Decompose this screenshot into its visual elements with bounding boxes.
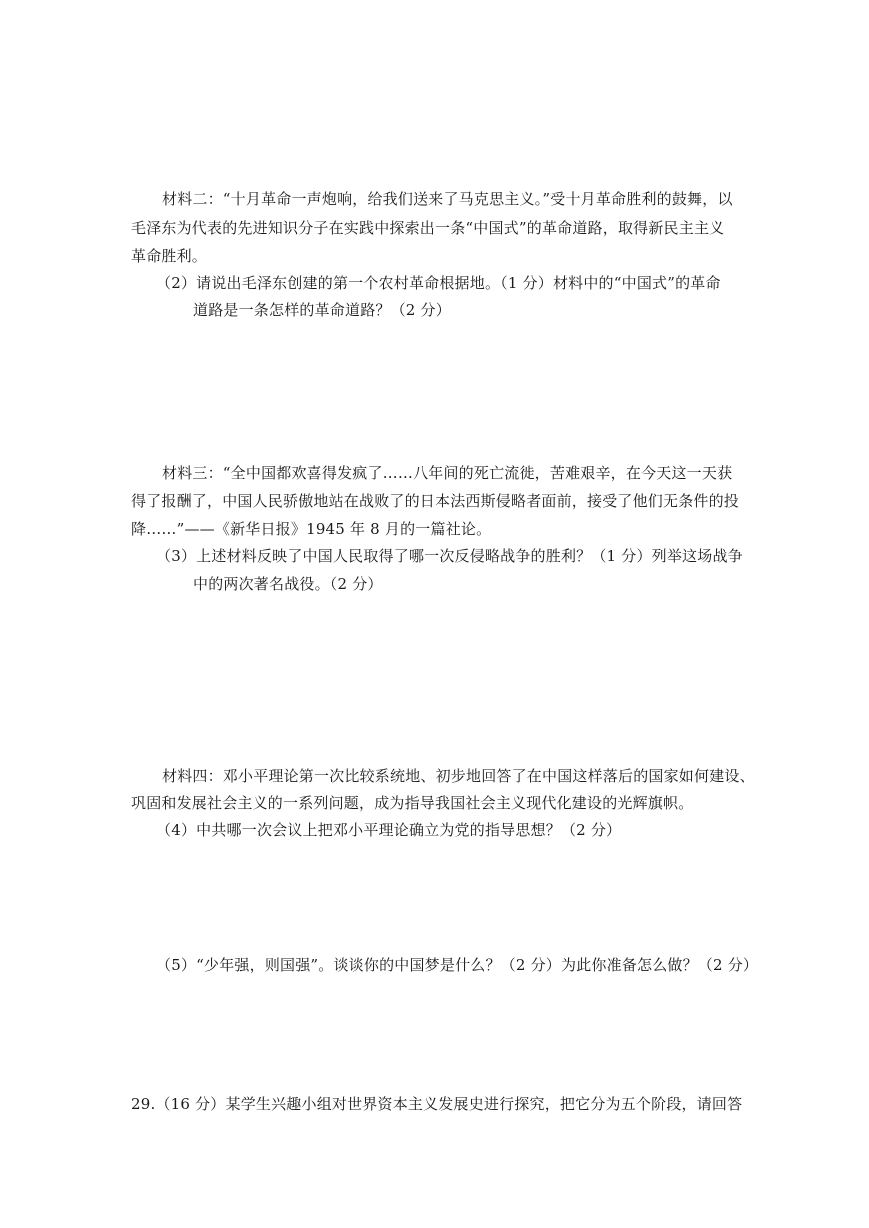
material-3-line-1: 材料三：“全中国都欢喜得发疯了……八年间的死亡流徙，苦难艰辛，在今天这一天获 xyxy=(162,464,733,482)
question-5: （5）“少年强，则国强”。谈谈你的中国梦是什么？（2 分）为此你准备怎么做？（2 分） xyxy=(156,956,759,974)
question-3-line-1: （3）上述材料反映了中国人民取得了哪一次反侵略战争的胜利？（1 分）列举这场战争 xyxy=(156,547,743,565)
question-4: （4）中共哪一次会议上把邓小平理论确立为党的指导思想？（2 分） xyxy=(156,821,622,839)
material-4-line-2: 巩固和发展社会主义的一系列问题，成为指导我国社会主义现代化建设的光辉旗帜。 xyxy=(131,794,694,812)
question-2-line-1: （2）请说出毛泽东创建的第一个农村革命根据地。（1 分）材料中的“中国式”的革命 xyxy=(156,274,721,292)
material-4-line-1: 材料四：邓小平理论第一次比较系统地、初步地回答了在中国这样落后的国家如何建设、 xyxy=(162,767,755,785)
material-3-line-3: 降……”——《新华日报》1945 年 8 月的一篇社论。 xyxy=(131,520,492,538)
material-2-line-2: 毛泽东为代表的先进知识分子在实践中探索出一条“中国式”的革命道路，取得新民主主义 xyxy=(131,219,725,237)
material-2-line-3: 革命胜利。 xyxy=(131,247,208,265)
material-3-line-2: 得了报酬了，中国人民骄傲地站在战败了的日本法西斯侵略者面前，接受了他们无条件的投 xyxy=(131,492,740,510)
question-29: 29.（16 分）某学生兴趣小组对世界资本主义发展史进行探究，把它分为五个阶段，请回答 xyxy=(131,1095,743,1113)
material-2-line-1: 材料二：“十月革命一声炮响，给我们送来了马克思主义。”受十月革命胜利的鼓舞，以 xyxy=(162,190,733,208)
question-3-line-2: 中的两次著名战役。（2 分） xyxy=(193,575,383,593)
question-2-line-2: 道路是一条怎样的革命道路？（2 分） xyxy=(193,301,451,319)
